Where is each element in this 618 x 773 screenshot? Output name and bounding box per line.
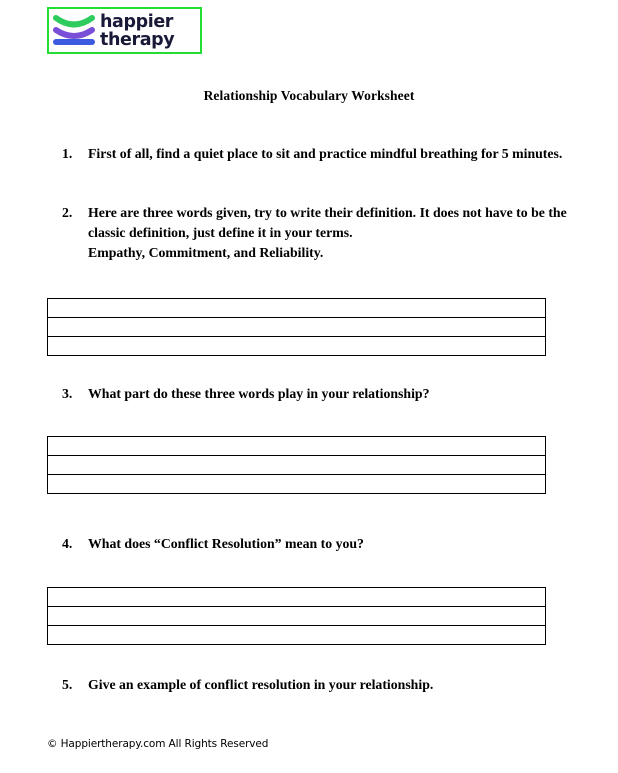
- footer-copyright: © Happiertherapy.com All Rights Reserved: [47, 738, 269, 750]
- logo-bars-icon: [53, 11, 95, 51]
- question-text-5: Give an example of conflict resolution in your relationship.: [88, 677, 434, 692]
- question-text-3: What part do these three words play in your relationship?: [88, 386, 430, 401]
- question-text-1: First of all, find a quiet place to sit and practice mindful breathing for 5 minutes.: [88, 146, 563, 161]
- answer-cell[interactable]: [48, 626, 546, 645]
- answer-cell[interactable]: [48, 475, 546, 494]
- answer-table-3[interactable]: [47, 587, 546, 645]
- question-item-5: [62, 675, 570, 695]
- question-number-1: 1.: [62, 146, 73, 161]
- question-item-1: [62, 144, 570, 164]
- question-text-4: What does “Conflict Resolution” mean to you?: [88, 536, 364, 551]
- table-row[interactable]: [48, 318, 546, 337]
- table-row[interactable]: [48, 337, 546, 356]
- answer-table-2[interactable]: [47, 436, 546, 494]
- question-number-5: 5.: [62, 677, 73, 692]
- question-text-2-words: Empathy, Commitment, and Reliability.: [88, 245, 324, 260]
- page-title: Relationship Vocabulary Worksheet: [203, 88, 415, 103]
- answer-cell[interactable]: [48, 337, 546, 356]
- answer-cell[interactable]: [48, 588, 546, 607]
- answer-cell[interactable]: [48, 299, 546, 318]
- table-row[interactable]: [48, 626, 546, 645]
- answer-cell[interactable]: [48, 318, 546, 337]
- answer-cell[interactable]: [48, 456, 546, 475]
- brand-logo: [47, 7, 202, 54]
- logo-wordmark: [100, 13, 174, 49]
- answer-cell[interactable]: [48, 607, 546, 626]
- table-row[interactable]: [48, 437, 546, 456]
- question-text-2-main: Here are three words given, try to write their definition. It does not have to be the classic definition, just define it in your terms.: [88, 205, 567, 240]
- logo-wordmark-line2: therapy: [100, 29, 175, 50]
- table-row[interactable]: [48, 607, 546, 626]
- question-text-2: [88, 203, 574, 263]
- question-number-4: 4.: [62, 536, 73, 551]
- table-row[interactable]: [48, 475, 546, 494]
- answer-table-1[interactable]: [47, 298, 546, 356]
- question-number-2: 2.: [62, 205, 73, 220]
- logo-wordmark-line1: happier: [100, 11, 174, 32]
- answer-cell[interactable]: [48, 437, 546, 456]
- question-item-2: [62, 203, 574, 263]
- table-row[interactable]: [48, 456, 546, 475]
- table-row[interactable]: [48, 588, 546, 607]
- question-item-4: [62, 534, 570, 554]
- question-item-3: [62, 384, 570, 404]
- table-row[interactable]: [48, 299, 546, 318]
- question-number-3: 3.: [62, 386, 73, 401]
